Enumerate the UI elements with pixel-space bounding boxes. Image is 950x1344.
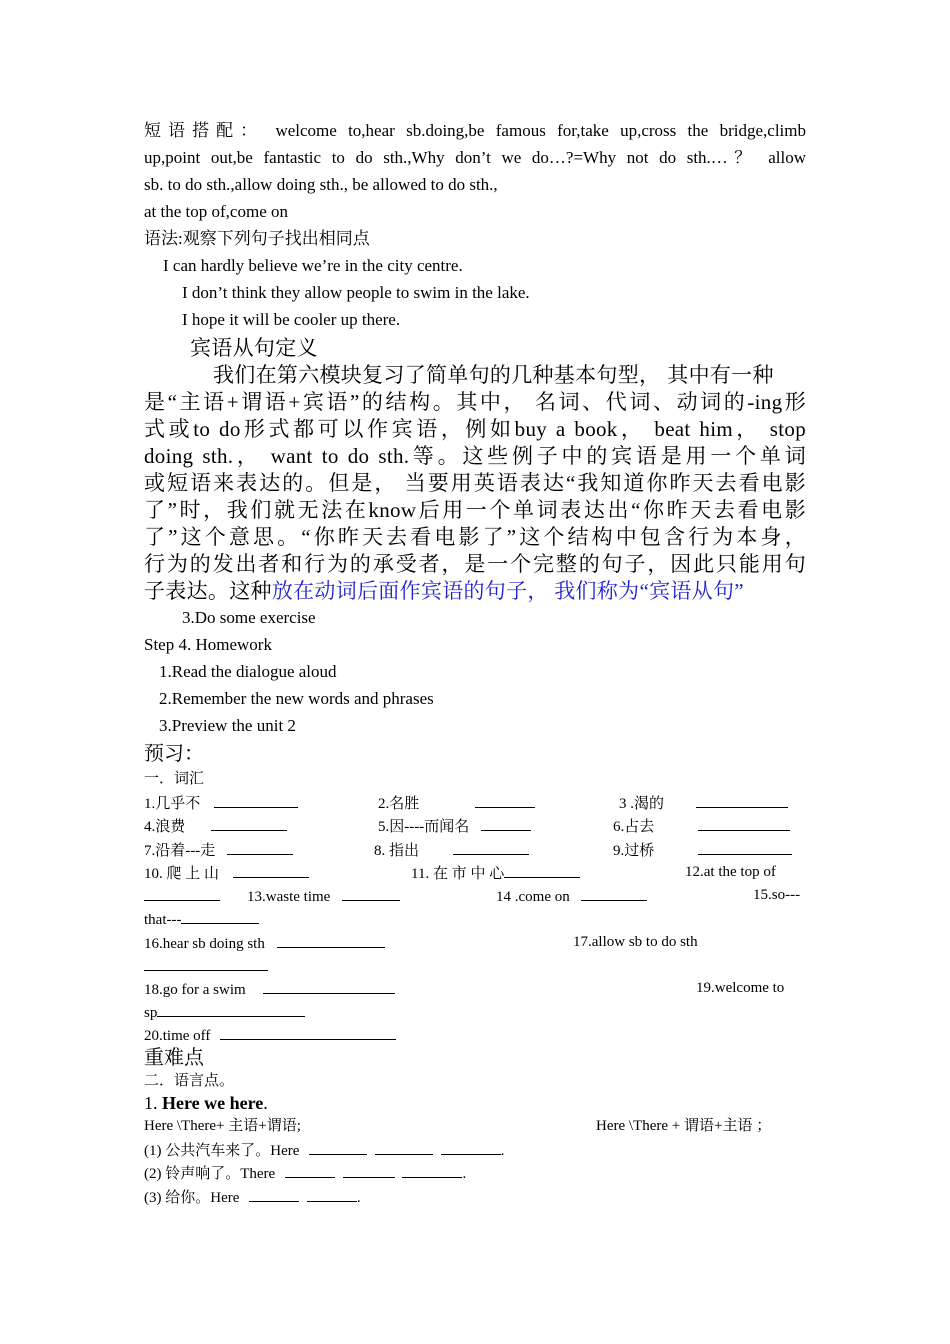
vocab-blank-4[interactable] bbox=[211, 816, 287, 831]
vocab-blank-2[interactable] bbox=[475, 793, 535, 808]
vocab-item-3 bbox=[619, 793, 788, 813]
vocab-blank-14[interactable] bbox=[581, 886, 647, 901]
vocab-label-16: 16.hear sb doing sth bbox=[144, 936, 265, 952]
question-3-text: (3) 给你。Here bbox=[144, 1190, 240, 1206]
vocab-blank-16[interactable] bbox=[277, 933, 385, 948]
vocab-blank-12[interactable] bbox=[144, 886, 220, 901]
vocab-item-12-blank bbox=[144, 886, 220, 906]
definition-line-9-text: 子表达。这种 bbox=[144, 579, 272, 603]
vocab-label-8: 8. 指出 bbox=[374, 843, 420, 859]
vocab-label-3: 3 .渴的 bbox=[619, 796, 665, 812]
definition-line-9 bbox=[144, 578, 806, 604]
vocab-blank-7[interactable] bbox=[227, 840, 293, 855]
definition-title: 宾语从句定义 bbox=[190, 336, 318, 360]
vocab-blank-9[interactable] bbox=[698, 840, 792, 855]
preview-title: 预习： bbox=[144, 743, 204, 765]
phrases-line-4: at the top of,come on bbox=[144, 202, 288, 221]
question-1-blank-2[interactable] bbox=[375, 1140, 433, 1155]
vocab-item-1 bbox=[144, 793, 298, 813]
vocab-item-17-blank bbox=[144, 956, 268, 976]
point-1-heading: 1. Here we here. bbox=[144, 1093, 268, 1113]
vocab-item-14 bbox=[496, 886, 647, 906]
vocab-blank-17[interactable] bbox=[144, 956, 268, 971]
question-1-blank-3[interactable] bbox=[441, 1140, 501, 1155]
question-1: (1) 公共汽车来了。Here . bbox=[144, 1140, 504, 1160]
vocab-item-19b bbox=[144, 1002, 305, 1022]
definition-line-5: 或短语来表达的。但是， 当要用英语表达“我知道你昨天去看电影 bbox=[144, 471, 806, 495]
vocab-item-5 bbox=[378, 816, 531, 836]
vocab-label-2: 2.名胜 bbox=[378, 796, 420, 812]
vocab-item-2 bbox=[378, 793, 535, 813]
vocab-label-9: 9.过桥 bbox=[613, 843, 655, 859]
question-2-text: (2) 铃声响了。There bbox=[144, 1166, 276, 1182]
definition-line-3: 式或to do形式都可以作宾语，例如buy a book， beat him， stop bbox=[144, 417, 806, 441]
vocab-label-5: 5.因----而闻名 bbox=[378, 819, 470, 835]
example-sentence-3: I hope it will be cooler up there. bbox=[182, 310, 401, 329]
question-1-blank-1[interactable] bbox=[309, 1140, 367, 1155]
difficult-title: 重难点 bbox=[144, 1047, 204, 1069]
definition-line-2: 是“主语+谓语+宾语”的结构。其中， 名词、代词、动词的-ing形 bbox=[144, 390, 806, 414]
definition-highlight: 放在动词后面作宾语的句子， 我们称为“宾语从句” bbox=[271, 579, 744, 603]
vocab-label-6: 6.占去 bbox=[613, 819, 655, 835]
definition-line-6: 了”时，我们就无法在know后用一个单词表达出“你昨天去看电影 bbox=[144, 498, 806, 522]
question-2: (2) 铃声响了。There . bbox=[144, 1163, 466, 1183]
vocab-blank-1[interactable] bbox=[214, 793, 298, 808]
vocab-item-20 bbox=[144, 1025, 396, 1045]
vocab-label-13: 13.waste time bbox=[247, 889, 331, 905]
vocab-blank-3[interactable] bbox=[696, 793, 788, 808]
vocab-label-1: 1.几乎不 bbox=[144, 796, 201, 812]
vocab-item-15: 15.so--- bbox=[753, 887, 801, 903]
vocab-blank-10[interactable] bbox=[233, 863, 309, 878]
vocab-item-4 bbox=[144, 816, 287, 836]
vocab-item-9 bbox=[613, 840, 792, 860]
vocab-blank-19[interactable] bbox=[157, 1002, 305, 1017]
homework-title: Step 4. Homework bbox=[144, 635, 272, 654]
vocab-blank-11[interactable] bbox=[504, 863, 580, 878]
vocab-label-20: 20.time off bbox=[144, 1028, 211, 1044]
vocab-label-10: 10. 爬 上 山 bbox=[144, 866, 220, 882]
vocab-label-19b: sp bbox=[144, 1005, 158, 1021]
vocab-item-10 bbox=[144, 863, 309, 883]
question-1-text: (1) 公共汽车来了。Here bbox=[144, 1143, 300, 1159]
language-points-title: 二．语言点。 bbox=[144, 1073, 235, 1089]
point-1-number: 1. bbox=[144, 1093, 158, 1113]
example-sentence-2: I don’t think they allow people to swim in the lake. bbox=[182, 283, 530, 302]
point-1-title: Here we here bbox=[162, 1093, 264, 1113]
question-3-blank-2[interactable] bbox=[307, 1187, 357, 1202]
vocab-label-15b: that--- bbox=[144, 912, 182, 928]
rule-left: Here \There+ 主语+谓语; bbox=[144, 1118, 301, 1134]
grammar-title: 语法:观察下列句子找出相同点 bbox=[144, 229, 370, 248]
vocab-item-16 bbox=[144, 933, 385, 953]
vocab-item-11 bbox=[411, 863, 580, 883]
vocab-item-6 bbox=[613, 816, 790, 836]
phrases-line-2: up,point out,be fantastic to do sth.,Why don’t we do…?=Why not do sth.…？ allow bbox=[144, 148, 806, 167]
question-2-blank-1[interactable] bbox=[285, 1163, 335, 1178]
vocab-item-12: 12.at the top of bbox=[685, 864, 776, 880]
vocab-blank-6[interactable] bbox=[698, 816, 790, 831]
vocab-label-14: 14 .come on bbox=[496, 889, 570, 905]
vocab-blank-20[interactable] bbox=[220, 1025, 396, 1040]
vocab-item-7 bbox=[144, 840, 293, 860]
homework-item-2: 2.Remember the new words and phrases bbox=[159, 689, 434, 708]
rule-right: Here \There + 谓语+主语 ； bbox=[596, 1118, 772, 1134]
vocab-item-15b bbox=[144, 909, 259, 929]
question-2-blank-2[interactable] bbox=[343, 1163, 395, 1178]
vocab-label-11: 11. 在 市 中 心 bbox=[411, 866, 505, 882]
vocab-item-8 bbox=[374, 840, 529, 860]
vocab-label-7: 7.沿着---走 bbox=[144, 843, 216, 859]
vocab-blank-5[interactable] bbox=[481, 816, 531, 831]
vocab-blank-15[interactable] bbox=[181, 909, 259, 924]
vocab-blank-13[interactable] bbox=[342, 886, 400, 901]
vocab-label-18: 18.go for a swim bbox=[144, 982, 246, 998]
vocab-label-4: 4.浪费 bbox=[144, 819, 186, 835]
question-3-blank-1[interactable] bbox=[249, 1187, 299, 1202]
phrases-line-3: sb. to do sth.,allow doing sth., be allowed to do sth., bbox=[144, 175, 498, 194]
question-3: (3) 给你。Here . bbox=[144, 1187, 361, 1207]
homework-item-3: 3.Preview the unit 2 bbox=[159, 716, 296, 735]
question-2-blank-3[interactable] bbox=[402, 1163, 462, 1178]
vocab-item-18 bbox=[144, 979, 395, 999]
vocab-title: 一．词汇 bbox=[144, 771, 205, 787]
exercise-step: 3.Do some exercise bbox=[182, 608, 316, 627]
definition-line-4: doing sth.， want to do sth.等。这些例子中的宾语是用一个单词 bbox=[144, 444, 806, 468]
homework-item-1: 1.Read the dialogue aloud bbox=[159, 662, 337, 681]
phrases-line-1: 短语搭配： welcome to,hear sb.doing,be famous for,take up,cross the bridge,climb bbox=[144, 121, 806, 140]
definition-line-7: 了”这个意思。“你昨天去看电影了”这个结构中包含行为本身， bbox=[144, 525, 806, 549]
vocab-item-17: 17.allow sb to do sth bbox=[573, 934, 698, 950]
vocab-blank-8[interactable] bbox=[453, 840, 529, 855]
definition-line-1: 我们在第六模块复习了简单句的几种基本句型， 其中有一种 bbox=[213, 363, 774, 387]
example-sentence-1: I can hardly believe we’re in the city centre. bbox=[163, 256, 463, 275]
vocab-item-19: 19.welcome to bbox=[696, 980, 785, 996]
vocab-item-13 bbox=[247, 886, 400, 906]
vocab-blank-18[interactable] bbox=[263, 979, 395, 994]
definition-line-8: 行为的发出者和行为的承受者，是一个完整的句子，因此只能用句 bbox=[144, 552, 806, 576]
